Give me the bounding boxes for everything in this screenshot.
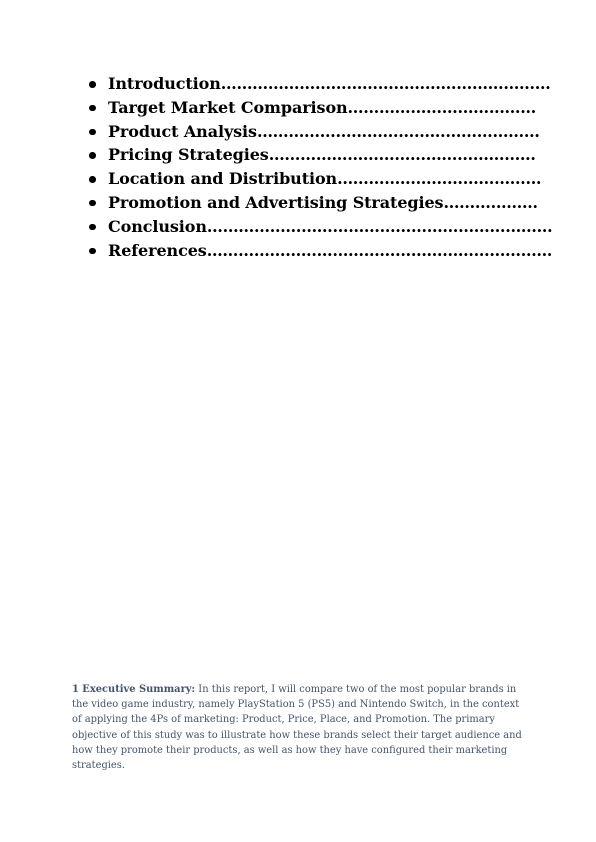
bullet-icon <box>89 81 96 88</box>
toc-item-pricing-strategies <box>86 143 536 167</box>
toc-item-conclusion <box>86 215 553 239</box>
toc-item-introduction <box>86 72 551 96</box>
toc-item-label: Pricing Strategies <box>108 145 269 165</box>
toc-item-promotion-and-advertising <box>86 191 538 215</box>
toc-leader-dots: ……………………………………………… <box>256 121 540 141</box>
toc-item-label: Promotion and Advertising Strategies <box>108 192 444 212</box>
toc-item-label: Introduction <box>108 74 221 93</box>
executive-summary-body: In this report, I will compare two of the most popular brands in the video game industry, namely PlayStation 5 (PS5) and Nintendo Switch, in the context of applying the 4Ps of marketing: Product, Price, Place, and Promotion. The primary objective of this study was to illustrate how these brands select their target audience and how they promote their products, as well as how they have configured their marketing strategies. <box>72 683 522 772</box>
executive-summary-paragraph <box>72 682 527 774</box>
toc-item-label: Location and Distribution <box>108 169 338 189</box>
bullet-icon <box>89 152 96 159</box>
bullet-icon <box>89 200 96 207</box>
toc-leader-dots: ……………………………… <box>347 97 536 117</box>
toc-leader-dots: ………………………………………………………… <box>206 240 553 260</box>
toc-item-label: Conclusion <box>108 216 207 236</box>
executive-summary-heading: 1 Executive Summary: <box>72 683 196 695</box>
toc-item-label: Product Analysis <box>108 121 257 141</box>
bullet-icon <box>89 129 96 136</box>
bullet-icon <box>89 224 96 231</box>
toc-leader-dots: ……………… <box>443 192 538 212</box>
toc-item-product-analysis <box>86 120 540 144</box>
toc-item-label: References <box>108 240 207 260</box>
toc-item-target-market-comparison <box>86 96 536 120</box>
bullet-icon <box>89 176 96 183</box>
toc-leader-dots: ……………………………………………………… <box>220 74 551 93</box>
toc-item-location-and-distribution <box>86 167 542 191</box>
toc-leader-dots: ………………………………………………………… <box>206 216 553 236</box>
bullet-icon <box>89 248 96 255</box>
bullet-icon <box>89 105 96 112</box>
toc-item-label: Target Market Comparison <box>108 97 348 117</box>
toc-leader-dots: …………………………………………… <box>268 145 536 165</box>
toc-leader-dots: ………………………………… <box>337 169 542 189</box>
table-of-contents <box>86 72 553 262</box>
toc-item-references <box>86 239 553 263</box>
